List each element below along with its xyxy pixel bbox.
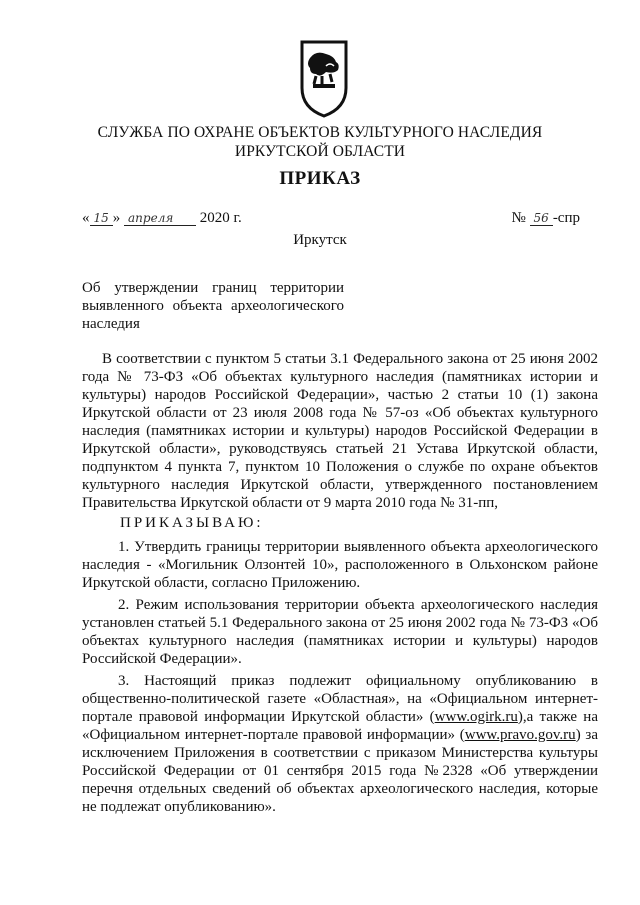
document-number bbox=[511, 210, 580, 227]
date-day-handwritten: 15 bbox=[90, 211, 113, 226]
preamble-paragraph: В соответствии с пунктом 5 статьи 3.1 Федерального закона от 25 июня 2002 года № 73-ФЗ «Об объектах культурного наследия (памятниках истории и культуры) народов Российской Федерации», частью 2 статьи 10 (1) закона Иркутской области от 23 июля 2008 года № 57-оз «Об объектах культурного наследия (памятниках истории и культуры) народов Российской Федерации в Иркутской области», руководствуясь статьей 21 Устава Иркутской области, подпунктом 4 пункта 7, пунктом 10 Положения о службе по охране объектов культурного наследия Иркутской области, утвержденного постановлением Правительства Иркутской области от 9 марта 2010 года № 31-пп, bbox=[82, 351, 598, 511]
date-month-handwritten: апреля bbox=[124, 211, 196, 226]
document-subject: Об утверждении границ территории выявленного объекта археологического наследия bbox=[82, 280, 344, 332]
document-date bbox=[82, 210, 242, 227]
document-title: ПРИКАЗ bbox=[279, 168, 361, 189]
order-item-2: 2. Режим использования территории объекта археологического наследия установлен статьей 5.1 Федерального закона от 25 июня 2002 года № 73-ФЗ «Об объектах культурного наследия (памятниках истории и культуры) народов Российской Федерации». bbox=[82, 597, 598, 667]
organization-name-line2: ИРКУТСКОЙ ОБЛАСТИ bbox=[234, 143, 406, 160]
date-year: 2020 г. bbox=[199, 210, 242, 226]
order-item-3 bbox=[82, 672, 598, 816]
order-item-3-text-b: ),а также на «Официальном интернет-портале правовой информации» ( bbox=[82, 709, 598, 743]
order-item-3-text-a: 3. Настоящий приказ подлежит официальному опубликованию в общественно-политической газете «Областная», на «Официальном интернет-портале правовой информации Иркутской области» ( bbox=[82, 673, 598, 725]
ogirk-link[interactable]: www.ogirk.ru bbox=[434, 709, 518, 725]
date-open-quote: « bbox=[82, 210, 90, 226]
order-item-1: 1. Утвердить границы территории выявленного объекта археологического наследия - «Могильник Олзонтей 10», расположенного в Ольхонском районе Иркутской области, согласно Приложению. bbox=[82, 539, 598, 591]
document-city: Иркутск bbox=[293, 232, 347, 248]
number-prefix: № bbox=[511, 210, 526, 226]
date-close-quote: » bbox=[112, 210, 121, 226]
pravo-link[interactable]: www.pravo.gov.ru bbox=[464, 727, 576, 743]
number-handwritten: 56 bbox=[530, 211, 553, 226]
irkutsk-coat-of-arms-icon bbox=[296, 38, 352, 120]
order-heading: ПРИКАЗЫВАЮ: bbox=[120, 515, 264, 531]
organization-name-line1: СЛУЖБА ПО ОХРАНЕ ОБЪЕКТОВ КУЛЬТУРНОГО НАСЛЕДИЯ bbox=[97, 124, 543, 141]
order-item-3-text-c: ) за исключением Приложения в соответствии с приказом Министерства культуры Российской Федерации от 01 сентября 2015 года №2328 «Об утверждении перечня отдельных сведений об объектах археологического наследия, которые не подлежат опубликованию». bbox=[82, 727, 598, 815]
number-suffix: -спр bbox=[552, 210, 580, 226]
